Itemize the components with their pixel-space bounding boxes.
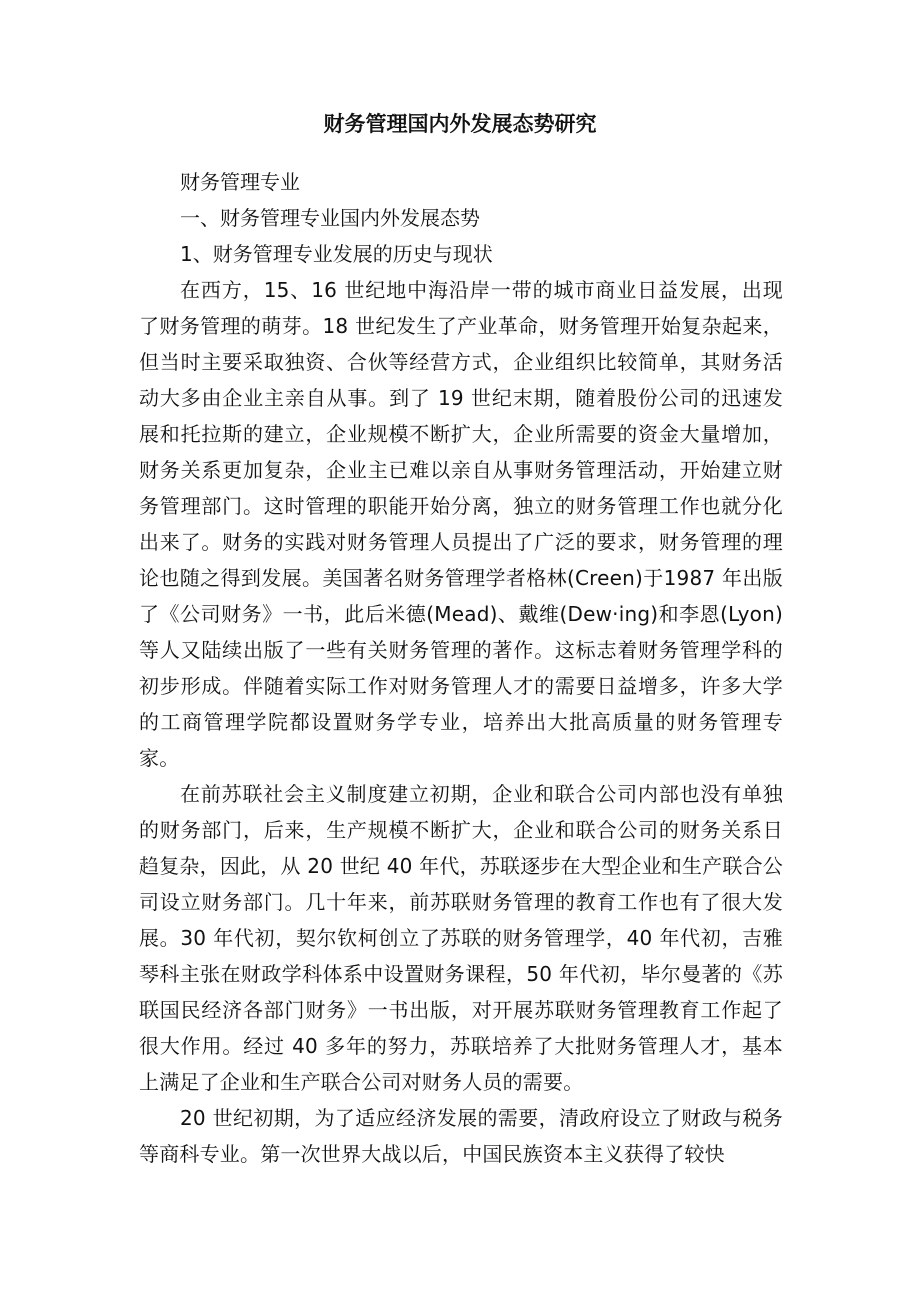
document-body [139, 164, 783, 1172]
paragraph-soviet: 在前苏联社会主义制度建立初期，企业和联合公司内部也没有单独的财务部门，后来，生产规模不断扩大，企业和联合公司的财务关系日趋复杂，因此，从 20 世纪 40 年代，苏联逐步在大型企业和生产联合公司设立财务部门。几十年来，前苏联财务管理的教育工作也有了很大发展。30 年代初，契尔钦柯创立了苏联的财务管理学，40 年代初，吉雅琴科主张在财政学科体系中设置财务课程，50 年代初，毕尔曼著的《苏联国民经济各部门财务》一书出版，对开展苏联财务管理教育工作起了很大作用。经过 40 多年的努力，苏联培养了大批财务管理人才，基本上满足了企业和生产联合公司对财务人员的需要。 [139, 782, 783, 1094]
subtitle: 财务管理专业 [180, 170, 300, 194]
section-heading: 一、财务管理专业国内外发展态势 [180, 206, 480, 230]
subsection-heading: 1、财务管理专业发展的历史与现状 [180, 242, 493, 266]
document-title: 财务管理国内外发展态势研究 [323, 112, 597, 136]
paragraph-china: 20 世纪初期，为了适应经济发展的需要，清政府设立了财政与税务等商科专业。第一次世界大战以后，中国民族资本主义获得了较快 [139, 1106, 783, 1166]
paragraph-west: 在西方，15、16 世纪地中海沿岸一带的城市商业日益发展，出现了财务管理的萌芽。18 世纪发生了产业革命，财务管理开始复杂起来，但当时主要采取独资、合伙等经营方式，企业组织比较简单，其财务活动大多由企业主亲自从事。到了 19 世纪末期，随着股份公司的迅速发展和托拉斯的建立，企业规模不断扩大，企业所需要的资金大量增加，财务关系更加复杂，企业主已难以亲自从事财务管理活动，开始建立财务管理部门。这时管理的职能开始分离，独立的财务管理工作也就分化出来了。财务的实践对财务管理人员提出了广泛的要求，财务管理的理论也随之得到发展。美国著名财务管理学者格林(Creen)于1987 年出版了《公司财务》一书，此后米德(Mead)、戴维(Dew·ing)和李恩(Lyon)等人又陆续出版了一些有关财务管理的著作。这标志着财务管理学科的初步形成。伴随着实际工作对财务管理人才的需要日益增多，许多大学的工商管理学院都设置财务学专业，培养出大批高质量的财务管理专家。 [139, 278, 783, 770]
